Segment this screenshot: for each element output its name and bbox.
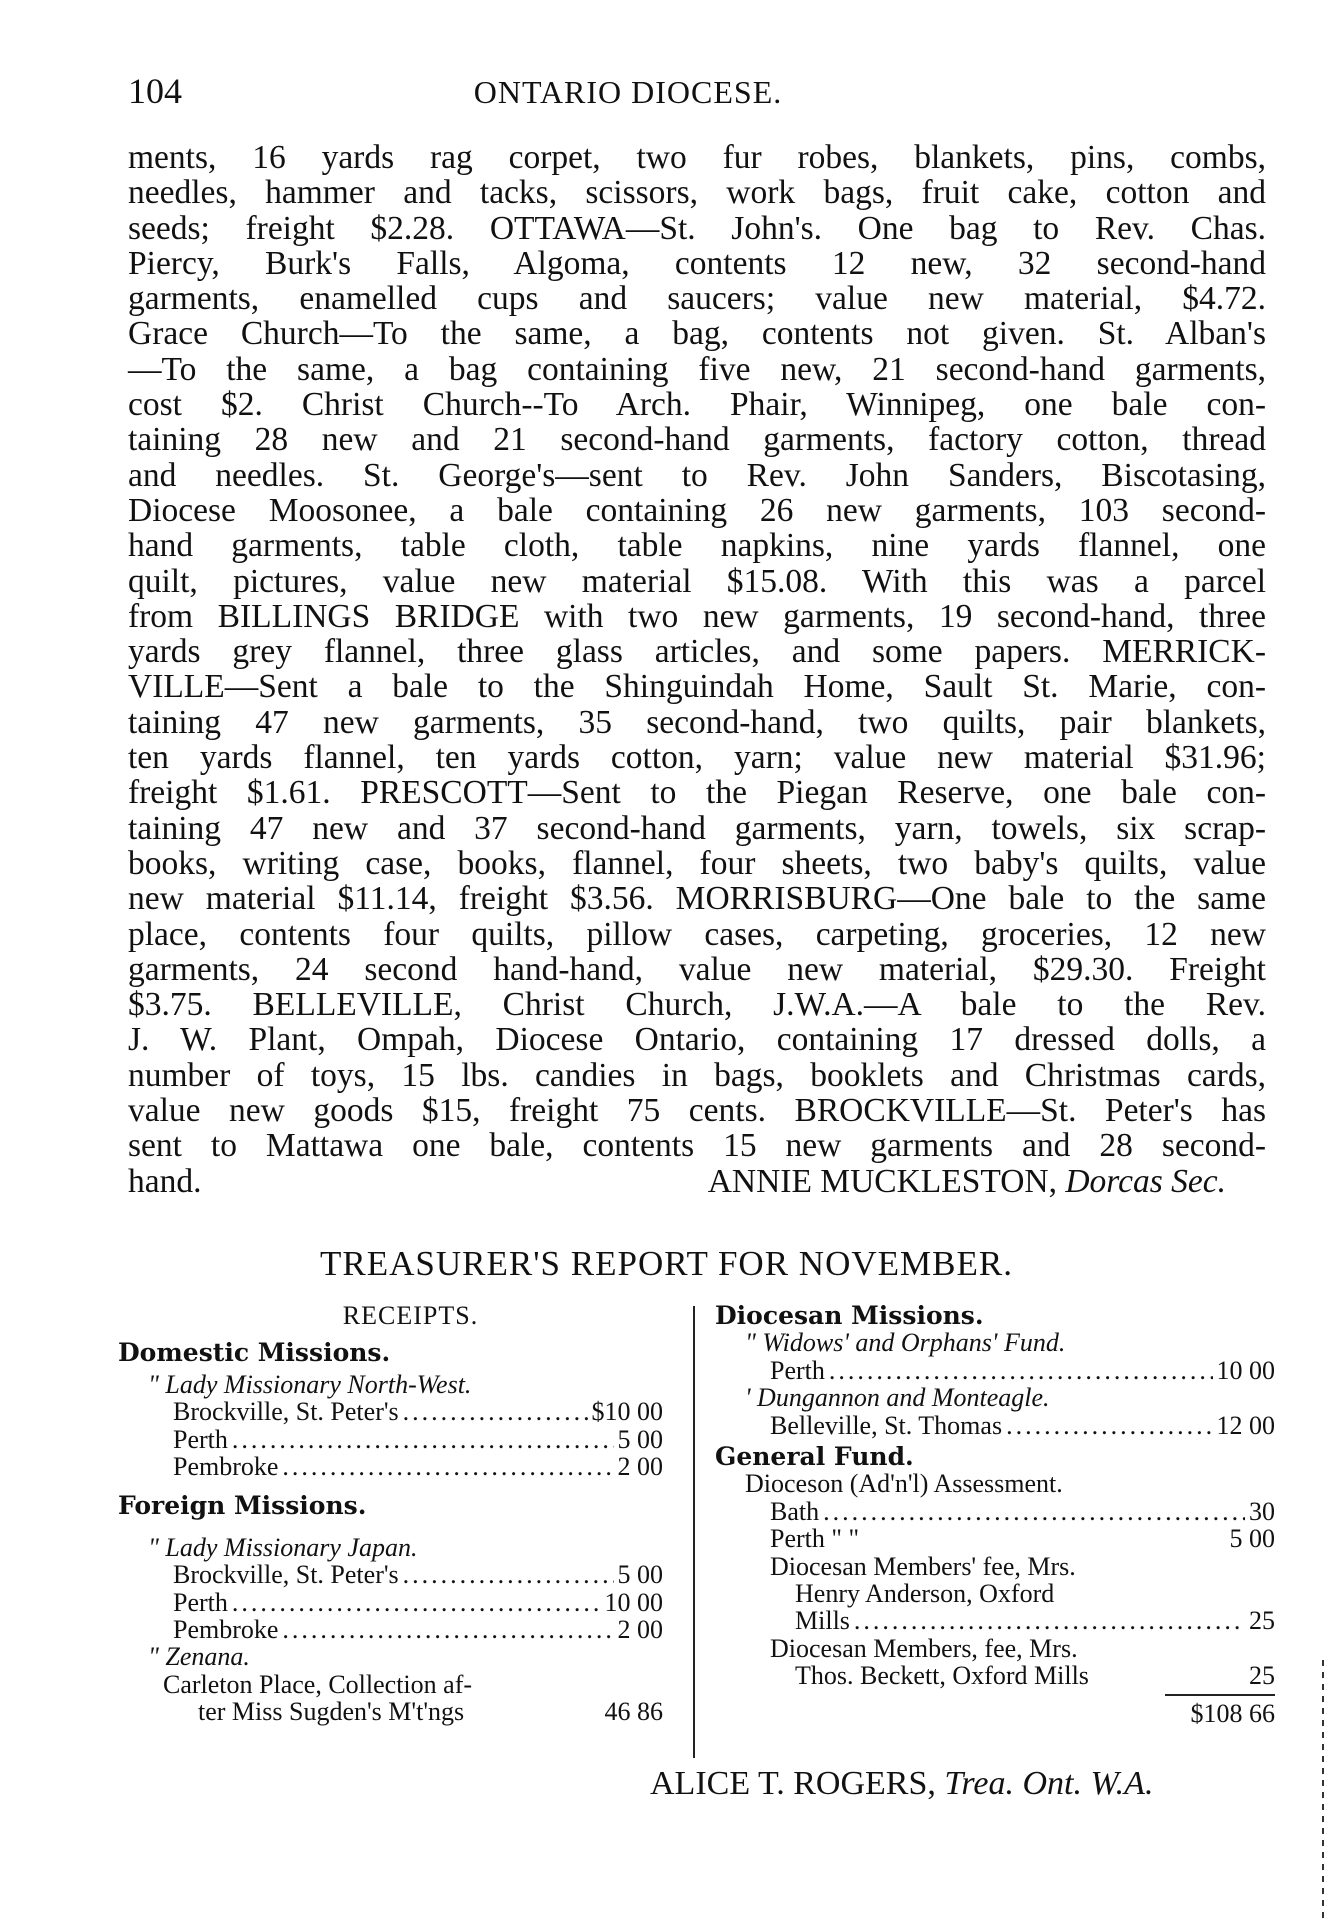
text-line: Grace Church—To the same, a bag, contents not given. St. Alban's — [128, 315, 1266, 353]
ledger-label: Perth " " — [770, 1524, 860, 1554]
carleton-line-1: Carleton Place, Collection af- — [163, 1669, 473, 1699]
ledger-amount: 5 00 — [1229, 1524, 1275, 1554]
text-line: garments, 24 second hand-hand, value new material, $29.30. Freight — [128, 950, 1266, 988]
treasurer-signature-name: ALICE T. ROGERS, — [650, 1765, 936, 1802]
ledger-amount: $10 00 — [591, 1397, 663, 1427]
report-total: $108 66 — [1190, 1698, 1275, 1728]
dorcas-signature-name: ANNIE MUCKLESTON, — [707, 1162, 1057, 1200]
dungannon-subheading: ' Dungannon and Monteagle. — [745, 1383, 1050, 1413]
last-line-text: hand. — [128, 1162, 202, 1200]
diocesan-missions-heading: Diocesan Missions. — [715, 1301, 984, 1330]
ledger-row — [118, 1453, 663, 1480]
text-line: number of toys, 15 lbs. candies in bags, booklets and Christmas cards, — [128, 1056, 1266, 1094]
ledger-amount: 2 00 — [617, 1615, 663, 1645]
text-line: garments, enamelled cups and saucers; value new material, $4.72. — [128, 280, 1266, 318]
ledger-label: Pembroke — [173, 1452, 279, 1482]
ledger-row — [715, 1412, 1275, 1439]
ledger-row — [118, 1589, 663, 1616]
text-line: Diocese Moosonee, a bale containing 26 new garments, 103 second- — [128, 491, 1266, 529]
ledger-label: Brockville, St. Peter's — [173, 1560, 399, 1590]
text-line: taining 28 new and 21 second-hand garments, factory cotton, thread — [128, 421, 1266, 459]
text-line: from BILLINGS BRIDGE with two new garments, 19 second-hand, three — [128, 597, 1266, 635]
ledger-label: Pembroke — [173, 1615, 279, 1645]
report-title: TREASURER'S REPORT FOR NOVEMBER. — [320, 1244, 1013, 1283]
column-divider — [693, 1306, 695, 1758]
receipts-label: RECEIPTS. — [342, 1301, 479, 1330]
text-line: taining 47 new and 37 second-hand garments, yarn, towels, six scrap- — [128, 809, 1266, 847]
domestic-subheading: " Lady Missionary North-West. — [148, 1369, 472, 1399]
ledger-amount: 25 — [1249, 1606, 1275, 1636]
dorcas-report-paragraph — [128, 140, 1266, 1199]
page-number: 104 — [128, 71, 182, 111]
ledger-row — [715, 1357, 1275, 1384]
leader-dots — [403, 1398, 588, 1425]
text-line: ments, 16 yards rag corpet, two fur robes, blankets, pins, combs, — [128, 139, 1266, 176]
leader-dots — [282, 1453, 613, 1480]
dorcas-signature — [708, 1164, 1226, 1199]
ledger-amount: 2 00 — [617, 1452, 663, 1482]
ledger-row — [118, 1561, 663, 1588]
text-line: Piercy, Burk's Falls, Algoma, contents 12 new, 32 second-hand — [128, 244, 1266, 282]
ledger-amount: 25 — [1249, 1661, 1275, 1691]
ledger-label: Belleville, St. Thomas — [770, 1410, 1003, 1440]
members1-line-1: Diocesan Members' fee, Mrs. — [770, 1551, 1076, 1581]
zenana-subheading: " Zenana. — [148, 1642, 250, 1672]
leader-dots — [854, 1607, 1245, 1634]
ledger-label: Perth — [173, 1424, 228, 1454]
widows-subheading: " Widows' and Orphans' Fund. — [745, 1328, 1066, 1358]
text-line: J. W. Plant, Ompah, Diocese Ontario, containing 17 dressed dolls, a — [128, 1021, 1266, 1059]
text-line: ten yards flannel, ten yards cotton, yarn; value new material $31.96; — [128, 739, 1266, 777]
ledger-row — [118, 1616, 663, 1643]
text-line: quilt, pictures, value new material $15.08. With this was a parcel — [128, 562, 1266, 600]
ledger-label: Thos. Beckett, Oxford Mills — [795, 1661, 1089, 1691]
scan-edge-mark — [1322, 1660, 1324, 1920]
text-line: new material $11.14, freight $3.56. MORRISBURG—One bale to the same — [128, 880, 1266, 918]
ledger-row — [118, 1426, 663, 1453]
text-line: yards grey flannel, three glass articles, and some papers. MERRICK- — [128, 633, 1266, 671]
ledger-row — [715, 1607, 1275, 1634]
text-line: —To the same, a bag containing five new, 21 second-hand garments, — [128, 350, 1266, 388]
ledger-row — [715, 1662, 1275, 1689]
text-line: sent to Mattawa one bale, contents 15 new garments and 28 second- — [128, 1127, 1266, 1165]
members1-line-2: Henry Anderson, Oxford — [795, 1579, 1055, 1609]
report-left-column — [118, 1302, 663, 1726]
general-fund-heading: General Fund. — [715, 1442, 914, 1472]
ledger-label: Mills — [795, 1606, 850, 1636]
ledger-amount: 10 00 — [1216, 1355, 1275, 1385]
report-right-column — [715, 1302, 1275, 1727]
text-line: $3.75. BELLEVILLE, Christ Church, J.W.A.—A bale to the Rev. — [128, 986, 1266, 1024]
text-line: freight $1.61. PRESCOTT—Sent to the Piegan Reserve, one bale con- — [128, 774, 1266, 812]
ledger-row — [715, 1525, 1275, 1552]
ledger-label: Perth — [173, 1587, 228, 1617]
ledger-row — [118, 1398, 663, 1425]
leader-dots — [1006, 1412, 1212, 1439]
text-line: needles, hammer and tacks, scissors, work bags, fruit cake, cotton and — [128, 174, 1266, 212]
foreign-subheading: " Lady Missionary Japan. — [148, 1532, 418, 1562]
text-line: taining 47 new garments, 35 second-hand, two quilts, pair blankets, — [128, 703, 1266, 741]
text-line: books, writing case, books, flannel, four sheets, two baby's quilts, value — [128, 844, 1266, 882]
leader-dots — [823, 1498, 1245, 1525]
ledger-amount: 12 00 — [1216, 1410, 1275, 1440]
ledger-label: Brockville, St. Peter's — [173, 1397, 399, 1427]
running-title: ONTARIO DIOCESE. — [473, 74, 783, 110]
text-line: seeds; freight $2.28. OTTAWA—St. John's. One bag to Rev. Chas. — [128, 209, 1266, 247]
ledger-amount: 5 00 — [617, 1560, 663, 1590]
leader-dots — [829, 1357, 1213, 1384]
ledger-amount: 30 — [1249, 1496, 1275, 1526]
leader-dots — [232, 1426, 614, 1453]
ledger-label: Perth — [770, 1355, 825, 1385]
text-line: place, contents four quilts, pillow cases, carpeting, groceries, 12 new — [128, 915, 1266, 953]
text-line: and needles. St. George's—sent to Rev. John Sanders, Biscotasing, — [128, 456, 1266, 494]
assessment-label: Dioceson (Ad'n'l) Assessment. — [745, 1469, 1063, 1499]
ledger-row — [118, 1698, 663, 1725]
text-line-last — [128, 1164, 1266, 1199]
ledger-row — [715, 1498, 1275, 1525]
leader-dots — [282, 1616, 613, 1643]
text-line: value new goods $15, freight 75 cents. BROCKVILLE—St. Peter's has — [128, 1092, 1266, 1130]
ledger-amount: 46 86 — [604, 1697, 663, 1727]
dorcas-signature-title: Dorcas Sec. — [1065, 1162, 1226, 1200]
ledger-amount: 10 00 — [604, 1587, 663, 1617]
foreign-missions-heading: Foreign Missions. — [118, 1491, 367, 1521]
members2-line-1: Diocesan Members, fee, Mrs. — [770, 1633, 1078, 1663]
text-line: hand garments, table cloth, table napkins, nine yards flannel, one — [128, 527, 1266, 565]
ledger-amount: 5 00 — [617, 1424, 663, 1454]
domestic-missions-heading: Domestic Missions. — [118, 1338, 391, 1368]
page-header — [128, 70, 1278, 120]
total-rule — [1165, 1694, 1275, 1696]
treasurer-signature — [650, 1765, 1153, 1803]
text-line: VILLE—Sent a bale to the Shinguindah Home, Sault St. Marie, con- — [128, 668, 1266, 706]
ledger-label: ter Miss Sugden's M't'ngs — [198, 1697, 465, 1727]
leader-dots — [403, 1561, 614, 1588]
text-line: cost $2. Christ Church--To Arch. Phair, Winnipeg, one bale con- — [128, 386, 1266, 424]
leader-dots — [232, 1589, 601, 1616]
treasurer-signature-title: Trea. Ont. W.A. — [944, 1765, 1154, 1802]
ledger-label: Bath — [770, 1496, 820, 1526]
